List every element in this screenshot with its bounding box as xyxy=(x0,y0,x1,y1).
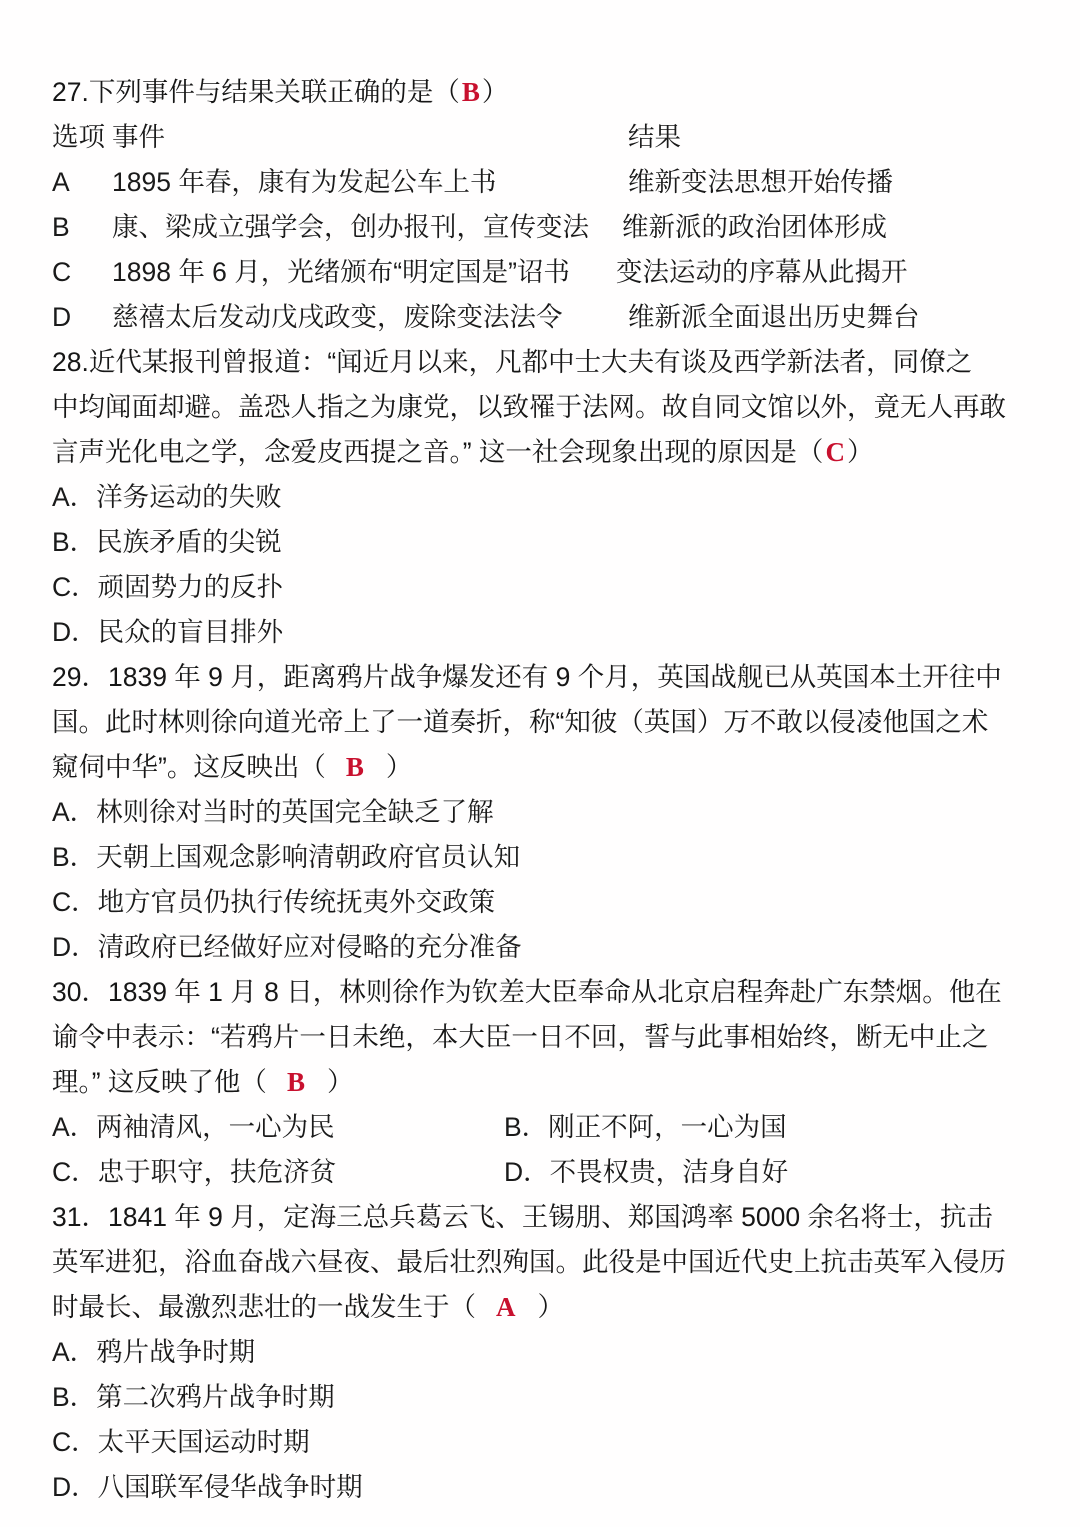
table-cell-event: 慈禧太后发动戊戌政变，废除变法法令 xyxy=(112,302,563,332)
question-28-stem-line-2: 中均闻面却避。盖恐人指之为康党，以致罹于法网。故自同文馆以外，竟无人再敢 xyxy=(52,392,1006,422)
question-29 xyxy=(52,655,1044,970)
question-30-stem-line-1: 30．1839 年 1 月 8 日，林则徐作为钦差大臣奉命从北京启程奔赴广东禁烟。他在 xyxy=(52,977,1002,1007)
question-28 xyxy=(52,340,1044,655)
question-31-stem-line-2: 英军进犯，浴血奋战六昼夜、最后壮烈殉国。此役是中国近代史上抗击英军入侵历 xyxy=(52,1247,1006,1277)
question-29-stem-close: ） xyxy=(385,752,413,782)
question-31 xyxy=(52,1195,1044,1510)
question-31-stem-line-1: 31．1841 年 9 月，定海三总兵葛云飞、王锡朋、郑国鸿率 5000 余名将士，抗击 xyxy=(52,1202,993,1232)
question-27 xyxy=(52,70,1044,340)
question-31-stem-text: 时最长、最激烈悲壮的一战发生于（ xyxy=(52,1292,476,1322)
question-30-stem-close: ） xyxy=(326,1067,354,1097)
question-30-stem-line-3 xyxy=(52,1060,1044,1105)
question-30-answer: B xyxy=(286,1067,305,1097)
table-cell-option: C xyxy=(52,257,72,287)
question-28-stem-line-3 xyxy=(52,430,1044,475)
question-29-stem-line-1: 29．1839 年 9 月，距离鸦片战争爆发还有 9 个月，英国战舰已从英国本土开往中 xyxy=(52,662,1002,692)
question-31-option-a: A．鸦片战争时期 xyxy=(52,1337,256,1367)
question-29-stem-line-2: 国。此时林则徐向道光帝上了一道奏折，称“知彼（英国）万不敢以侵凌他国之术 xyxy=(52,707,989,737)
question-30 xyxy=(52,970,1044,1195)
question-30-option-b: B．刚正不阿，一心为国 xyxy=(504,1112,787,1142)
table-cell-result: 维新变法思想开始传播 xyxy=(628,167,893,197)
question-28-option-c: C．顽固势力的反扑 xyxy=(52,572,284,602)
question-31-stem-close: ） xyxy=(537,1292,564,1322)
table-header-option: 选项 xyxy=(52,122,105,152)
question-30-stem-text: 理。” 这反映了他（ xyxy=(52,1067,267,1097)
table-cell-event: 1895 年春，康有为发起公车上书 xyxy=(112,167,497,197)
question-30-option-d: D．不畏权贵，洁身自好 xyxy=(504,1157,789,1187)
table-header-result: 结果 xyxy=(628,122,681,152)
question-29-option-c: C．地方官员仍执行传统抚夷外交政策 xyxy=(52,887,496,917)
question-27-answer: B xyxy=(461,77,480,107)
table-row xyxy=(52,250,1044,295)
question-27-table-header-row xyxy=(52,115,1044,160)
question-29-stem-line-3 xyxy=(52,745,1044,790)
table-cell-option: B xyxy=(52,212,70,242)
table-cell-result: 变法运动的序幕从此揭开 xyxy=(616,257,908,287)
table-cell-result: 维新派全面退出历史舞台 xyxy=(628,302,920,332)
table-cell-option: A xyxy=(52,167,70,197)
question-29-option-b: B．天朝上国观念影响清朝政府官员认知 xyxy=(52,842,521,872)
question-28-stem-text: 言声光化电之学，念爱皮西提之音。” 这一社会现象出现的原因是（ xyxy=(52,437,824,467)
question-28-answer: C xyxy=(825,437,845,467)
table-cell-option: D xyxy=(52,302,72,332)
table-row xyxy=(52,205,1044,250)
question-28-option-d: D．民众的盲目排外 xyxy=(52,617,284,647)
question-28-stem-close: ） xyxy=(846,437,874,467)
table-cell-event: 1898 年 6 月，光绪颁布“明定国是”诏书 xyxy=(112,257,570,287)
question-30-option-row-2 xyxy=(52,1150,1044,1195)
question-31-option-b: B．第二次鸦片战争时期 xyxy=(52,1382,335,1412)
question-29-option-a: A．林则徐对当时的英国完全缺乏了解 xyxy=(52,797,494,827)
question-30-option-row-1 xyxy=(52,1105,1044,1150)
question-28-option-a: A．洋务运动的失败 xyxy=(52,482,282,512)
question-28-stem-line-1: 28.近代某报刊曾报道：“闻近月以来，凡都中士大夫有谈及西学新法者，同僚之 xyxy=(52,347,973,377)
question-29-option-d: D．清政府已经做好应对侵略的充分准备 xyxy=(52,932,522,962)
question-30-option-a: A．两袖清风，一心为民 xyxy=(52,1112,335,1142)
question-31-option-d: D．八国联军侵华战争时期 xyxy=(52,1472,363,1502)
question-31-answer: A xyxy=(496,1292,516,1322)
question-27-stem-text: 27.下列事件与结果关联正确的是（ xyxy=(52,77,460,107)
table-header-event: 事件 xyxy=(112,122,165,152)
question-30-stem-line-2: 谕令中表示：“若鸦片一日未绝，本大臣一日不回，誓与此事相始终，断无中止之 xyxy=(52,1022,989,1052)
question-31-stem-line-3 xyxy=(52,1285,1044,1330)
question-27-stem xyxy=(52,70,1044,115)
question-27-stem-close: ） xyxy=(481,77,509,107)
question-29-stem-text: 窥伺中华”。这反映出（ xyxy=(52,752,326,782)
table-row xyxy=(52,160,1044,205)
table-row xyxy=(52,295,1044,340)
table-cell-result: 维新派的政治团体形成 xyxy=(622,212,887,242)
question-29-answer: B xyxy=(345,752,364,782)
question-31-option-c: C．太平天国运动时期 xyxy=(52,1427,310,1457)
question-30-option-c: C．忠于职守，扶危济贫 xyxy=(52,1157,337,1187)
question-28-option-b: B．民族矛盾的尖锐 xyxy=(52,527,282,557)
table-cell-event: 康、梁成立强学会，创办报刊，宣传变法 xyxy=(112,212,589,242)
